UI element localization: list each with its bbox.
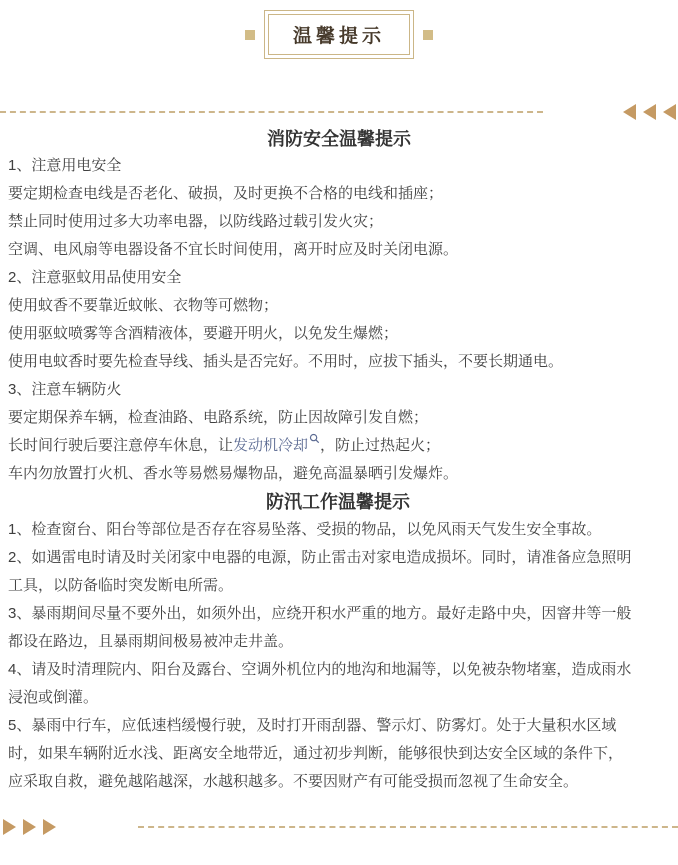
title-badge-row — [0, 0, 678, 59]
title-right-square-icon — [423, 30, 433, 40]
article-body — [0, 152, 678, 796]
fire-line: 要定期保养车辆，检查油路、电路系统，防止因故障引发自燃； — [8, 409, 429, 426]
fire-line: 要定期检查电线是否老化、破损，及时更换不合格的电线和插座； — [8, 185, 444, 202]
title-left-square-icon — [245, 30, 255, 40]
bottom-dashed-line — [138, 826, 678, 828]
triangle-left-icon — [643, 104, 656, 120]
flood-line: 浸泡或倒灌。 — [8, 689, 99, 706]
flood-line: 4、请及时清理院内、阳台及露台、空调外机位内的地沟和地漏等，以免被杂物堵塞，造成雨水 — [8, 661, 632, 678]
bottom-divider — [0, 818, 678, 835]
page-title: 温馨提示 — [268, 14, 410, 55]
triangle-left-icon — [663, 104, 676, 120]
fire-line: 3、注意车辆防火 — [8, 381, 122, 398]
search-keyword-link[interactable]: 发动机冷却 — [233, 437, 309, 454]
fire-line: 禁止同时使用过多大功率电器，以防线路过载引发火灾； — [8, 213, 384, 230]
left-arrows-icon — [623, 104, 676, 120]
title-badge-box — [264, 10, 414, 59]
top-dashed-line — [0, 111, 543, 113]
triangle-right-icon — [23, 819, 36, 835]
triangle-left-icon — [623, 104, 636, 120]
fire-line-with-link — [8, 432, 668, 460]
fire-section-heading: 消防安全温馨提示 — [267, 129, 411, 149]
flood-line: 3、暴雨期间尽量不要外出，如须外出，应绕开积水严重的地方。最好走路中央，因窨井等一般 — [8, 605, 632, 622]
flood-section-heading: 防汛工作温馨提示 — [266, 492, 410, 512]
search-icon[interactable] — [309, 433, 320, 444]
flood-line: 都设在路边，且暴雨期间极易被冲走井盖。 — [8, 633, 294, 650]
link-line-before: 长时间行驶后要注意停车休息，让 — [8, 437, 234, 454]
flood-line: 5、暴雨中行车，应低速档缓慢行驶，及时打开雨刮器、警示灯、防雾灯。处于大量积水区域 — [8, 717, 617, 734]
fire-line: 使用蚊香不要靠近蚊帐、衣物等可燃物； — [8, 297, 279, 314]
fire-line: 空调、电风扇等电器设备不宜长时间使用，离开时应及时关闭电源。 — [8, 241, 459, 258]
fire-line: 1、注意用电安全 — [8, 157, 122, 174]
flood-line: 2、如遇雷电时请及时关闭家中电器的电源，防止雷击对家电造成损坏。同时，请准备应急照明 — [8, 549, 632, 566]
triangle-right-icon — [43, 819, 56, 835]
flood-line: 1、检查窗台、阳台等部位是否存在容易坠落、受损的物品，以免风雨天气发生安全事故。 — [8, 521, 602, 538]
top-divider — [0, 104, 678, 120]
fire-line: 车内勿放置打火机、香水等易燃易爆物品，避免高温暴晒引发爆炸。 — [8, 465, 459, 482]
fire-line: 使用电蚊香时要先检查导线、插头是否完好。不用时，应拔下插头，不要长期通电。 — [8, 353, 564, 370]
flood-line: 时，如果车辆附近水浅、距离安全地带近，通过初步判断，能够很快到达安全区域的条件下， — [8, 745, 624, 762]
fire-line: 2、注意驱蚊用品使用安全 — [8, 269, 182, 286]
link-line-after: ，防止过热起火； — [320, 437, 441, 454]
right-arrows-icon — [3, 819, 56, 835]
flood-line: 应采取自救，避免越陷越深，水越积越多。不要因财产有可能受损而忽视了生命安全。 — [8, 773, 579, 790]
triangle-right-icon — [3, 819, 16, 835]
flood-line: 工具，以防备临时突发断电所需。 — [8, 577, 234, 594]
fire-line: 使用驱蚊喷雾等含酒精液体，要避开明火，以免发生爆燃； — [8, 325, 399, 342]
